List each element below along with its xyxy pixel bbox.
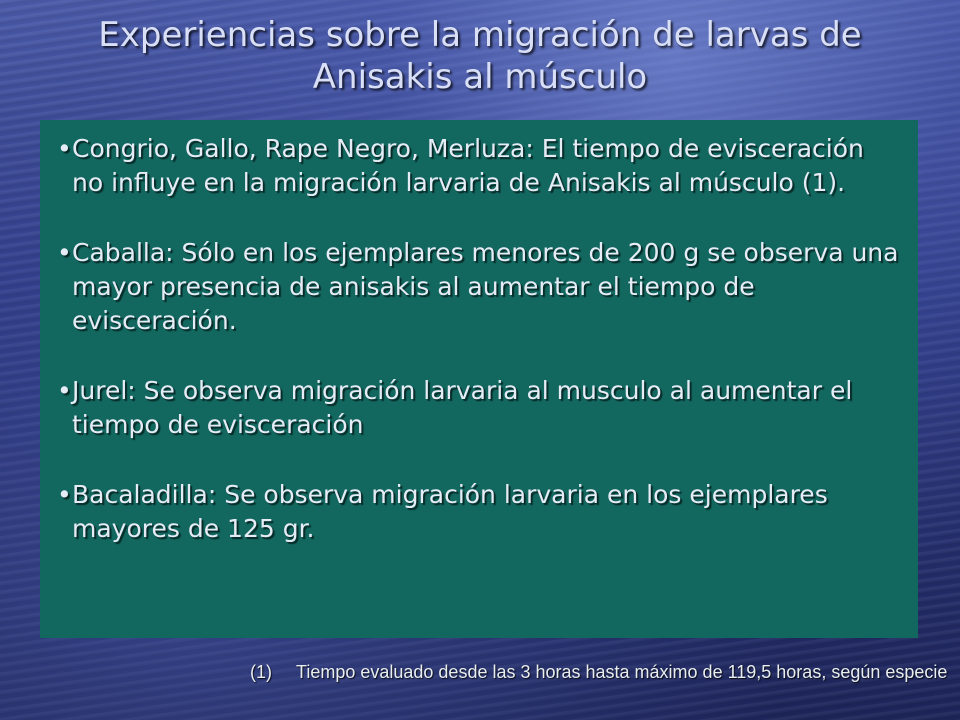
content-box — [40, 120, 918, 638]
bullet-icon: • — [57, 480, 72, 509]
bullet-item-bacaladilla — [57, 478, 900, 546]
bullet-text: Jurel: Se observa migración larvaria al musculo al aumentar el tiempo de evisceración — [72, 376, 853, 439]
footnote — [250, 660, 950, 684]
bullet-text: Congrio, Gallo, Rape Negro, Merluza: El tiempo de evisceración no influye en la migración larvaria de Anisakis al músculo (1). — [72, 134, 864, 197]
slide-title: Experiencias sobre la migración de larvas de Anisakis al músculo — [98, 15, 862, 97]
bullet-icon: • — [57, 376, 72, 405]
footnote-text: Tiempo evaluado desde las 3 horas hasta máximo de 119,5 horas, según especie — [296, 662, 948, 682]
bullet-list — [57, 132, 900, 546]
bullet-item-congrio — [57, 132, 900, 200]
bullet-item-caballa — [57, 236, 900, 338]
bullet-icon: • — [57, 238, 72, 267]
bullet-text: Caballa: Sólo en los ejemplares menores de 200 g se observa una mayor presencia de anisakis al aumentar el tiempo de evisceración. — [72, 238, 899, 335]
footnote-marker: (1) — [250, 662, 272, 682]
bullet-text: Bacaladilla: Se observa migración larvaria en los ejemplares mayores de 125 gr. — [72, 480, 828, 543]
bullet-item-jurel — [57, 374, 900, 442]
bullet-icon: • — [57, 134, 72, 163]
